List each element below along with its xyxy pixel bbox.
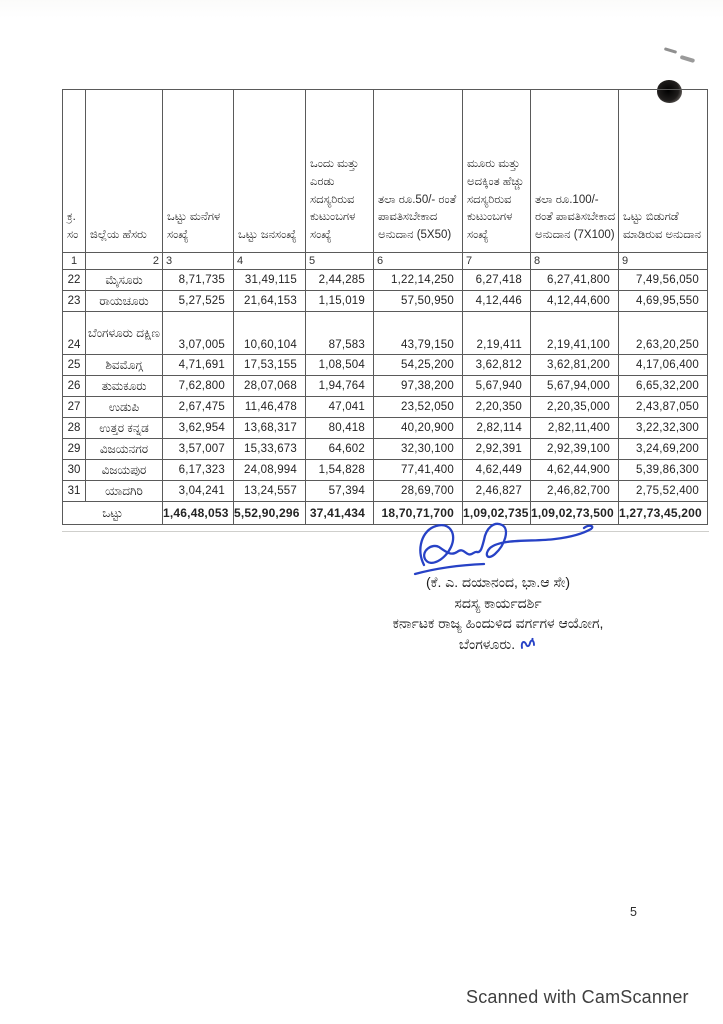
value-cell: 80,418: [306, 418, 374, 439]
value-cell: 2,19,411: [463, 312, 531, 355]
district-cell: ತುಮಕೂರು: [86, 376, 163, 397]
header-grant-at-50: ತಲಾ ರೂ.50/- ರಂತೆ ಪಾವತಿಸಬೇಕಾದ ಅನುದಾನ (5X50): [374, 90, 463, 253]
value-cell: 4,71,691: [163, 355, 234, 376]
signatory-place: [330, 634, 666, 655]
value-cell: 1,94,764: [306, 376, 374, 397]
table-row: [63, 418, 708, 439]
value-cell: 7,62,800: [163, 376, 234, 397]
value-cell: 3,57,007: [163, 439, 234, 460]
column-number: 2: [86, 253, 163, 270]
value-cell: 15,33,673: [234, 439, 306, 460]
header-total-houses: ಒಟ್ಟು ಮನೆಗಳ ಸಂಖ್ಯೆ: [163, 90, 234, 253]
value-cell: 3,24,69,200: [619, 439, 708, 460]
header-total-population: ಒಟ್ಟು ಜನಸಂಖ್ಯೆ: [234, 90, 306, 253]
value-cell: 43,79,150: [374, 312, 463, 355]
value-cell: 57,394: [306, 481, 374, 502]
value-cell: 4,69,95,550: [619, 291, 708, 312]
value-cell: 4,12,446: [463, 291, 531, 312]
value-cell: 10,60,104: [234, 312, 306, 355]
serial-cell: 26: [63, 376, 86, 397]
total-label-cell: ಒಟ್ಟು: [63, 502, 163, 525]
header-one-two-member-families: ಒಂದು ಮತ್ತು ಎರಡು ಸದಸ್ಯರಿರುವ ಕುಟುಂಬಗಳ ಸಂಖ್ಯೆ: [306, 90, 374, 253]
table-row: [63, 270, 708, 291]
serial-cell: 25: [63, 355, 86, 376]
value-cell: 3,62,812: [463, 355, 531, 376]
value-cell: 17,53,155: [234, 355, 306, 376]
value-cell: 2,46,82,700: [531, 481, 619, 502]
value-cell: 87,583: [306, 312, 374, 355]
value-cell: 2,82,114: [463, 418, 531, 439]
value-cell: 5,39,86,300: [619, 460, 708, 481]
serial-cell: 24: [63, 312, 86, 355]
value-cell: 24,08,994: [234, 460, 306, 481]
table-row: [63, 355, 708, 376]
signatory-name: (ಕೆ. ಎ. ದಯಾನಂದ, ಭಾ.ಆ ಸೇ): [425, 574, 571, 590]
value-cell: 1,15,019: [306, 291, 374, 312]
district-cell: ರಾಯಚೂರು: [86, 291, 163, 312]
column-number: 6: [374, 253, 463, 270]
serial-cell: 29: [63, 439, 86, 460]
value-cell: 4,62,44,900: [531, 460, 619, 481]
serial-cell: 23: [63, 291, 86, 312]
value-cell: 97,38,200: [374, 376, 463, 397]
column-number: 7: [463, 253, 531, 270]
pen-mark-icon: [664, 47, 677, 54]
table-row: [63, 481, 708, 502]
value-cell: 47,041: [306, 397, 374, 418]
district-cell: ಉತ್ತರ ಕನ್ನಡ: [86, 418, 163, 439]
total-value-cell: 1,09,02,735: [463, 502, 531, 525]
value-cell: 5,67,94,000: [531, 376, 619, 397]
value-cell: 2,92,391: [463, 439, 531, 460]
value-cell: 40,20,900: [374, 418, 463, 439]
total-value-cell: 18,70,71,700: [374, 502, 463, 525]
table-row: [63, 460, 708, 481]
camscanner-watermark: Scanned with CamScanner: [466, 987, 689, 1007]
value-cell: 2,19,41,100: [531, 312, 619, 355]
value-cell: 3,04,241: [163, 481, 234, 502]
header-total-released-grant: ಒಟ್ಟು ಬಿಡುಗಡೆ ಮಾಡಿರುವ ಅನುದಾನ: [619, 90, 708, 253]
value-cell: 77,41,400: [374, 460, 463, 481]
table-header-row: [63, 90, 708, 253]
serial-cell: 30: [63, 460, 86, 481]
district-cell: ವಿಜಯನಗರ: [86, 439, 163, 460]
serial-cell: 28: [63, 418, 86, 439]
total-value-cell: 1,09,02,73,500: [531, 502, 619, 525]
value-cell: 2,20,35,000: [531, 397, 619, 418]
value-cell: 8,71,735: [163, 270, 234, 291]
signatory-designation: ಸದಸ್ಯ ಕಾರ್ಯದರ್ಶಿ: [454, 594, 542, 611]
district-cell: ಯಾದಗಿರಿ: [86, 481, 163, 502]
value-cell: 5,67,940: [463, 376, 531, 397]
total-value-cell: 1,27,73,45,200: [619, 502, 708, 525]
value-cell: 4,62,449: [463, 460, 531, 481]
table-row: [63, 397, 708, 418]
value-cell: 64,602: [306, 439, 374, 460]
column-number: 9: [619, 253, 708, 270]
value-cell: 2,67,475: [163, 397, 234, 418]
header-serial: ಕ್ರ. ಸಂ: [63, 90, 86, 253]
value-cell: 1,22,14,250: [374, 270, 463, 291]
value-cell: 2,82,11,400: [531, 418, 619, 439]
value-cell: 7,49,56,050: [619, 270, 708, 291]
serial-cell: 27: [63, 397, 86, 418]
value-cell: 4,12,44,600: [531, 291, 619, 312]
header-grant-at-100: ತಲಾ ರೂ.100/- ರಂತೆ ಪಾವತಿಸಬೇಕಾದ ಅನುದಾನ (7X100): [531, 90, 619, 253]
column-number: 5: [306, 253, 374, 270]
column-number: 1: [63, 253, 86, 270]
value-cell: 4,17,06,400: [619, 355, 708, 376]
value-cell: 1,54,828: [306, 460, 374, 481]
pen-mark-icon: [680, 55, 695, 63]
table-row: [63, 376, 708, 397]
table-row: [63, 291, 708, 312]
header-three-plus-member-families: ಮೂರು ಮತ್ತು ಅದಕ್ಕಿಂತ ಹೆಚ್ಚು ಸದಸ್ಯರಿರುವ ಕುಟುಂಬಗಳ ಸಂಖ್ಯೆ: [463, 90, 531, 253]
value-cell: 13,24,557: [234, 481, 306, 502]
value-cell: 32,30,100: [374, 439, 463, 460]
table-row: [63, 439, 708, 460]
district-cell: ಶಿವಮೊಗ್ಗ: [86, 355, 163, 376]
page-number: 5: [630, 905, 637, 919]
total-value-cell: 1,46,48,053: [163, 502, 234, 525]
table-total-row: [63, 502, 708, 525]
value-cell: 3,07,005: [163, 312, 234, 355]
value-cell: 3,62,954: [163, 418, 234, 439]
value-cell: 54,25,200: [374, 355, 463, 376]
total-value-cell: 5,52,90,296: [234, 502, 306, 525]
column-number: 4: [234, 253, 306, 270]
scan-shadow-line: [62, 531, 709, 532]
value-cell: 11,46,478: [234, 397, 306, 418]
district-cell: ಉಡುಪಿ: [86, 397, 163, 418]
value-cell: 2,75,52,400: [619, 481, 708, 502]
pen-initial-icon: [520, 637, 537, 651]
value-cell: 6,27,41,800: [531, 270, 619, 291]
value-cell: 3,62,81,200: [531, 355, 619, 376]
column-number: 8: [531, 253, 619, 270]
value-cell: 23,52,050: [374, 397, 463, 418]
value-cell: 2,92,39,100: [531, 439, 619, 460]
signature-block: [330, 572, 666, 654]
value-cell: 2,44,285: [306, 270, 374, 291]
district-grant-table: [62, 89, 708, 525]
district-cell: ಮೈಸೂರು: [86, 270, 163, 291]
value-cell: 6,17,323: [163, 460, 234, 481]
value-cell: 28,07,068: [234, 376, 306, 397]
header-district: ಜಿಲ್ಲೆಯ ಹೆಸರು: [86, 90, 163, 253]
district-cell: ವಿಜಯಪುರ: [86, 460, 163, 481]
value-cell: 2,43,87,050: [619, 397, 708, 418]
column-number-row: [63, 253, 708, 270]
value-cell: 13,68,317: [234, 418, 306, 439]
serial-cell: 22: [63, 270, 86, 291]
value-cell: 1,08,504: [306, 355, 374, 376]
value-cell: 28,69,700: [374, 481, 463, 502]
district-cell: ಬೆಂಗಳೂರು ದಕ್ಷಿಣ: [86, 312, 163, 355]
value-cell: 2,20,350: [463, 397, 531, 418]
value-cell: 31,49,115: [234, 270, 306, 291]
value-cell: 21,64,153: [234, 291, 306, 312]
value-cell: 57,50,950: [374, 291, 463, 312]
serial-cell: 31: [63, 481, 86, 502]
signatory-organization: ಕರ್ನಾಟಕ ರಾಜ್ಯ ಹಿಂದುಳಿದ ವರ್ಗಗಳ ಆಯೋಗ,: [392, 615, 604, 631]
place-text: ಬೆಂಗಳೂರು.: [458, 635, 516, 652]
value-cell: 2,46,827: [463, 481, 531, 502]
table-row: [63, 312, 708, 355]
value-cell: 5,27,525: [163, 291, 234, 312]
column-number: 3: [163, 253, 234, 270]
value-cell: 2,63,20,250: [619, 312, 708, 355]
value-cell: 6,27,418: [463, 270, 531, 291]
value-cell: 6,65,32,200: [619, 376, 708, 397]
total-value-cell: 37,41,434: [306, 502, 374, 525]
value-cell: 3,22,32,300: [619, 418, 708, 439]
